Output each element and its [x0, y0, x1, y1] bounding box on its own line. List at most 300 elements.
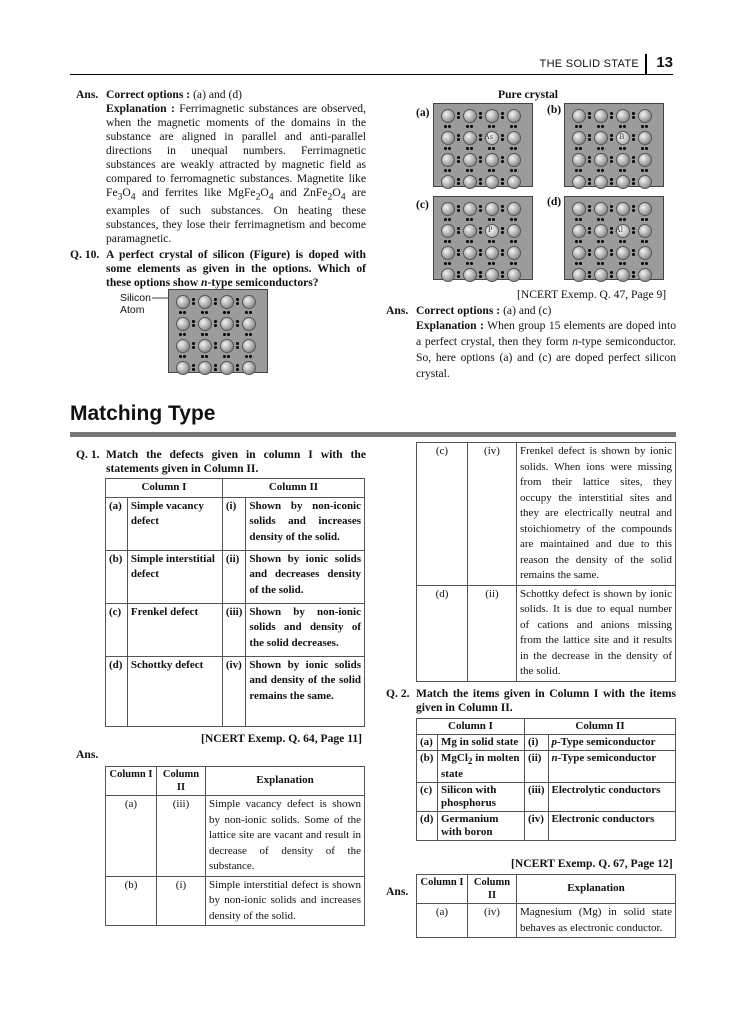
- electron-dot: [610, 156, 613, 159]
- atom: [441, 131, 455, 145]
- q2-col1-cell: Germanium with boron: [438, 812, 525, 841]
- atom: [198, 295, 212, 309]
- figure-label-b: (b): [547, 103, 562, 116]
- electron-dot: [514, 147, 517, 150]
- electron-dot: [632, 138, 635, 141]
- electron-dot: [601, 169, 604, 172]
- electron-dot: [457, 231, 460, 234]
- atom: [441, 202, 455, 216]
- q2-row-roman: (ii): [525, 751, 549, 783]
- electron-dot: [601, 218, 604, 221]
- electron-dot: [492, 240, 495, 243]
- q2-row-c: [417, 783, 676, 812]
- q2-col1-cell: Silicon with phosphorus: [438, 783, 525, 812]
- electron-dot: [632, 249, 635, 252]
- atom: [463, 224, 477, 238]
- atom: [616, 246, 630, 260]
- electron-dot: [457, 249, 460, 252]
- q2-match-table: [416, 718, 676, 841]
- q1-ans-cell: (iv): [468, 443, 517, 586]
- expl-and: and: [279, 186, 297, 199]
- figure-label-c: (c): [416, 198, 429, 211]
- electron-dot: [579, 147, 582, 150]
- atom: [441, 246, 455, 260]
- q1-row-roman: (ii): [222, 550, 246, 603]
- electron-dot: [457, 178, 460, 181]
- atom: [485, 175, 499, 189]
- electron-dot: [501, 156, 504, 159]
- atom: [638, 109, 652, 123]
- electron-dot: [236, 320, 239, 323]
- formula-mgfe2o4: $MgFe_2O_4$: [227, 186, 274, 203]
- formula-fe3o4: $Fe_3O_4$: [106, 186, 136, 203]
- electron-dot: [588, 271, 591, 274]
- electron-dot: [444, 169, 447, 172]
- electron-dot: [466, 262, 469, 265]
- electron-dot: [501, 271, 504, 274]
- electron-dot: [192, 320, 195, 323]
- electron-dot: [610, 116, 613, 119]
- correct-value: (a) and (d): [193, 88, 242, 101]
- q2-row-d: [417, 812, 676, 841]
- electron-dot: [223, 311, 226, 314]
- electron-dot: [470, 169, 473, 172]
- electron-dot: [632, 209, 635, 212]
- electron-dot: [479, 209, 482, 212]
- electron-dot: [236, 346, 239, 349]
- electron-dot: [457, 205, 460, 208]
- atom: [616, 202, 630, 216]
- atom: [638, 224, 652, 238]
- dopant-label: As: [484, 132, 493, 141]
- electron-dot: [588, 134, 591, 137]
- electron-dot: [444, 240, 447, 243]
- electron-dot: [623, 169, 626, 172]
- electron-dot: [514, 125, 517, 128]
- electron-dot: [575, 262, 578, 265]
- q1-row-c: [106, 603, 365, 656]
- electron-dot: [479, 205, 482, 208]
- electron-dot: [588, 178, 591, 181]
- electron-dot: [575, 169, 578, 172]
- q1-ans-cell: (d): [417, 585, 468, 681]
- atom: [572, 224, 586, 238]
- atom: [176, 295, 190, 309]
- electron-dot: [205, 355, 208, 358]
- electron-dot: [632, 271, 635, 274]
- electron-dot: [492, 147, 495, 150]
- atom: [616, 175, 630, 189]
- electron-dot: [492, 218, 495, 221]
- electron-dot: [632, 227, 635, 230]
- q2-answer-table: [416, 874, 676, 938]
- electron-dot: [249, 311, 252, 314]
- electron-dot: [479, 134, 482, 137]
- q2-row-label: (a): [417, 735, 438, 751]
- q1-col2-cell: Shown by non-ionic solids and density of the solid decreases.: [246, 603, 365, 656]
- reference-q47: [NCERT Exemp. Q. 47, Page 9]: [517, 288, 667, 301]
- q1-ans-explanation: Simple interstitial defect is shown by non-ionic solids and increases density of the solid.: [206, 876, 365, 926]
- atom: [594, 109, 608, 123]
- electron-dot: [632, 253, 635, 256]
- page-number: 13: [656, 54, 673, 71]
- q1-row-label: (b): [106, 550, 128, 603]
- electron-dot: [610, 209, 613, 212]
- atom: [198, 361, 212, 375]
- q2-ans-cell: (iv): [468, 904, 517, 938]
- electron-dot: [610, 231, 613, 234]
- expl-part-1: Ferrimagnetic substances are observed, when the magnetic moments of the domains in the substance are aligned in parallel and anti-parallel directions in unequal numbers. Ferrimagnetic substances are weakly attracted by magnetic field as compared to ferromagnetic substances. Magnetite like: [106, 102, 367, 185]
- electron-dot: [192, 342, 195, 345]
- q1-ans-cell: (c): [417, 443, 468, 586]
- atom: [198, 317, 212, 331]
- electron-dot: [501, 249, 504, 252]
- electron-dot: [236, 368, 239, 371]
- electron-dot: [201, 311, 204, 314]
- electron-dot: [479, 160, 482, 163]
- electron-dot: [632, 156, 635, 159]
- q1-col2-header: Column II: [222, 479, 364, 498]
- electron-dot: [179, 355, 182, 358]
- atom: [507, 175, 521, 189]
- crystal-figure-b: [564, 103, 664, 187]
- electron-dot: [588, 275, 591, 278]
- electron-dot: [466, 125, 469, 128]
- electron-dot: [457, 160, 460, 163]
- electron-dot: [623, 147, 626, 150]
- electron-dot: [479, 116, 482, 119]
- electron-dot: [632, 275, 635, 278]
- electron-dot: [601, 147, 604, 150]
- question-text: A perfect crystal of silicon (Figure) is doped with some elements as given in the options. Which of these options show n-type semiconductors?: [106, 248, 366, 290]
- q2-col2-cell: Electronic conductors: [548, 812, 676, 841]
- electron-dot: [479, 275, 482, 278]
- electron-dot: [488, 240, 491, 243]
- electron-dot: [510, 169, 513, 172]
- electron-dot: [501, 116, 504, 119]
- q1-answer-table-continued: [416, 442, 676, 682]
- electron-dot: [514, 240, 517, 243]
- q2-ans-col3-header: Explanation: [517, 875, 676, 904]
- q2-text: Match the items given in Column I with the items given in Column II.: [416, 687, 676, 714]
- atom: [220, 339, 234, 353]
- electron-dot: [192, 324, 195, 327]
- atom: [594, 131, 608, 145]
- electron-dot: [457, 227, 460, 230]
- electron-dot: [588, 112, 591, 115]
- right-explanation: Explanation : When group 15 elements are doped into a perfect crystal, then they form n-type semiconductor. So, here options (a) and (c) are doped perfect silicon crystal.: [416, 319, 677, 380]
- electron-dot: [623, 218, 626, 221]
- q2-block: [386, 687, 676, 715]
- electron-dot: [632, 205, 635, 208]
- q2-number: Q. 2.: [386, 687, 410, 700]
- q2-row-roman: (i): [525, 735, 549, 751]
- q1-ans-row-b: [106, 876, 365, 926]
- electron-dot: [227, 333, 230, 336]
- q1-col2-cell: Shown by ionic solids and decreases density of the solid.: [246, 550, 365, 603]
- electron-dot: [588, 231, 591, 234]
- q1-text: Match the defects given in column I with the statements given in Column II.: [106, 448, 366, 475]
- electron-dot: [597, 240, 600, 243]
- electron-dot: [479, 231, 482, 234]
- electron-dot: [579, 218, 582, 221]
- electron-dot: [183, 355, 186, 358]
- q1-row-roman: (iv): [222, 656, 246, 726]
- electron-dot: [623, 262, 626, 265]
- electron-dot: [501, 182, 504, 185]
- electron-dot: [201, 333, 204, 336]
- atom: [594, 246, 608, 260]
- electron-dot: [588, 160, 591, 163]
- electron-dot: [610, 253, 613, 256]
- electron-dot: [501, 227, 504, 230]
- electron-dot: [645, 262, 648, 265]
- atom: [507, 224, 521, 238]
- atom: [242, 361, 256, 375]
- atom: [594, 202, 608, 216]
- electron-dot: [488, 147, 491, 150]
- q1-col1-header: Column I: [106, 479, 223, 498]
- electron-dot: [457, 112, 460, 115]
- electron-dot: [619, 147, 622, 150]
- expl-part-3: are examples of such substances. On heating these substances, they lose their ferrimagnetism and become paramagnetic.: [106, 186, 367, 246]
- electron-dot: [641, 218, 644, 221]
- q1-block: [76, 448, 366, 476]
- electron-dot: [488, 262, 491, 265]
- electron-dot: [492, 262, 495, 265]
- atom: [594, 268, 608, 282]
- atom: [242, 339, 256, 353]
- q2-col2-cell: n-Type semiconductor: [548, 751, 676, 783]
- electron-dot: [179, 333, 182, 336]
- electron-dot: [619, 240, 622, 243]
- electron-dot: [236, 342, 239, 345]
- atom: [616, 268, 630, 282]
- expl-part-2: and ferrites like: [141, 186, 222, 199]
- electron-dot: [214, 346, 217, 349]
- q1-col2-cell: Shown by non-iconic solids and increases density of the solid.: [246, 497, 365, 550]
- electron-dot: [579, 240, 582, 243]
- electron-dot: [214, 302, 217, 305]
- electron-dot: [223, 355, 226, 358]
- q1-ans-cell: (a): [106, 796, 157, 877]
- atom: [485, 202, 499, 216]
- atom: [572, 246, 586, 260]
- electron-dot: [457, 271, 460, 274]
- atom: [616, 153, 630, 167]
- electron-dot: [448, 169, 451, 172]
- electron-dot: [588, 249, 591, 252]
- electron-dot: [610, 112, 613, 115]
- q1-row-b: [106, 550, 365, 603]
- q1-col1-cell: Simple interstitial defect: [127, 550, 222, 603]
- atom: [507, 268, 521, 282]
- atom: [572, 109, 586, 123]
- electron-dot: [457, 209, 460, 212]
- electron-dot: [501, 231, 504, 234]
- q2-row-a: [417, 735, 676, 751]
- atom: [485, 246, 499, 260]
- electron-dot: [227, 311, 230, 314]
- atom: [198, 339, 212, 353]
- q1-col1-cell: Schottky defect: [127, 656, 222, 726]
- electron-dot: [645, 125, 648, 128]
- electron-dot: [641, 169, 644, 172]
- q1-ans-explanation: Frenkel defect is shown by ionic solids. When ions were missing from their lattice sites, they occupy the interstitial sites and they are electrically neutral and stoichiometry of the compounds are maintained and due to this reason the density of the solid remains the same.: [517, 443, 676, 586]
- electron-dot: [457, 116, 460, 119]
- q1-number: Q. 1.: [76, 448, 100, 461]
- electron-dot: [597, 262, 600, 265]
- atom: [463, 202, 477, 216]
- q1-ans-row-a: [106, 796, 365, 877]
- electron-dot: [479, 227, 482, 230]
- electron-dot: [492, 169, 495, 172]
- silicon-label-line1: Silicon: [120, 292, 151, 304]
- electron-dot: [601, 240, 604, 243]
- q1-ans-cell: (b): [106, 876, 157, 926]
- right-ans-label: Ans.: [386, 304, 409, 317]
- atom: [220, 295, 234, 309]
- electron-dot: [641, 240, 644, 243]
- electron-dot: [514, 218, 517, 221]
- electron-dot: [448, 262, 451, 265]
- electron-dot: [588, 227, 591, 230]
- q1-row-label: (a): [106, 497, 128, 550]
- electron-dot: [588, 182, 591, 185]
- electron-dot: [510, 125, 513, 128]
- electron-dot: [579, 262, 582, 265]
- electron-dot: [632, 116, 635, 119]
- electron-dot: [501, 209, 504, 212]
- electron-dot: [601, 125, 604, 128]
- electron-dot: [601, 262, 604, 265]
- electron-dot: [501, 275, 504, 278]
- electron-dot: [632, 178, 635, 181]
- explanation-label: Explanation :: [106, 102, 175, 115]
- formula-znfe2o4: $ZnFe_2O_4$: [303, 186, 346, 203]
- atom: [441, 224, 455, 238]
- electron-dot: [575, 125, 578, 128]
- atom: [176, 361, 190, 375]
- atom: [485, 153, 499, 167]
- electron-dot: [470, 262, 473, 265]
- electron-dot: [610, 249, 613, 252]
- electron-dot: [632, 160, 635, 163]
- electron-dot: [645, 169, 648, 172]
- electron-dot: [444, 147, 447, 150]
- electron-dot: [201, 355, 204, 358]
- electron-dot: [510, 147, 513, 150]
- q1-row-label: (d): [106, 656, 128, 726]
- atom: [220, 317, 234, 331]
- q1-col2-cell: Shown by ionic solids and density of the solid remains the same.: [246, 656, 365, 726]
- electron-dot: [579, 125, 582, 128]
- electron-dot: [575, 147, 578, 150]
- q2-row-b: [417, 751, 676, 783]
- atom: [176, 339, 190, 353]
- electron-dot: [645, 147, 648, 150]
- electron-dot: [610, 160, 613, 163]
- atom: [616, 109, 630, 123]
- electron-dot: [192, 368, 195, 371]
- atom: [441, 153, 455, 167]
- electron-dot: [470, 240, 473, 243]
- q2-col2-cell: p-Type semiconductor: [548, 735, 676, 751]
- atom: [463, 175, 477, 189]
- q1-ans-cell: (ii): [468, 585, 517, 681]
- q1-ans-col3-header: Explanation: [206, 767, 365, 796]
- q2-col2-header: Column II: [525, 719, 676, 735]
- atom: [463, 246, 477, 260]
- electron-dot: [514, 262, 517, 265]
- electron-dot: [479, 178, 482, 181]
- electron-dot: [610, 275, 613, 278]
- section-divider: [70, 432, 676, 437]
- electron-dot: [236, 364, 239, 367]
- electron-dot: [501, 205, 504, 208]
- pure-crystal-title: Pure crystal: [498, 88, 558, 101]
- atom: [441, 268, 455, 282]
- reference-q67: [NCERT Exemp. Q. 67, Page 12]: [511, 857, 673, 870]
- atom: [572, 268, 586, 282]
- electron-dot: [610, 205, 613, 208]
- q1-row-label: (c): [106, 603, 128, 656]
- electron-dot: [470, 218, 473, 221]
- atom: [463, 131, 477, 145]
- electron-dot: [466, 218, 469, 221]
- electron-dot: [623, 240, 626, 243]
- running-header: [70, 54, 673, 75]
- q1-ans-col2-header: Column II: [157, 767, 206, 796]
- atom: [507, 202, 521, 216]
- atom: [594, 175, 608, 189]
- electron-dot: [641, 262, 644, 265]
- electron-dot: [588, 209, 591, 212]
- electron-dot: [448, 218, 451, 221]
- electron-dot: [470, 125, 473, 128]
- electron-dot: [514, 169, 517, 172]
- atom: [638, 153, 652, 167]
- electron-dot: [619, 218, 622, 221]
- silicon-crystal-figure: [168, 289, 268, 373]
- electron-dot: [479, 138, 482, 141]
- electron-dot: [457, 253, 460, 256]
- reference-q64: [NCERT Exemp. Q. 64, Page 11]: [201, 732, 363, 745]
- electron-dot: [641, 147, 644, 150]
- electron-dot: [579, 169, 582, 172]
- electron-dot: [479, 249, 482, 252]
- crystal-figure-c: [433, 196, 533, 280]
- atom: [507, 246, 521, 260]
- q2-ans-col2-header: Column II: [468, 875, 517, 904]
- electron-dot: [444, 218, 447, 221]
- electron-dot: [588, 205, 591, 208]
- electron-dot: [192, 364, 195, 367]
- electron-dot: [214, 324, 217, 327]
- q1-ans-row-c: [417, 443, 676, 586]
- atom: [638, 202, 652, 216]
- q1-match-table: [105, 478, 365, 727]
- electron-dot: [619, 262, 622, 265]
- electron-dot: [641, 125, 644, 128]
- electron-dot: [249, 355, 252, 358]
- q2-row-label: (d): [417, 812, 438, 841]
- electron-dot: [501, 138, 504, 141]
- q2-ans-cell: (a): [417, 904, 468, 938]
- electron-dot: [444, 125, 447, 128]
- electron-dot: [610, 271, 613, 274]
- q2-ans-explanation: Magnesium (Mg) in solid state behaves as electronic conductor.: [517, 904, 676, 938]
